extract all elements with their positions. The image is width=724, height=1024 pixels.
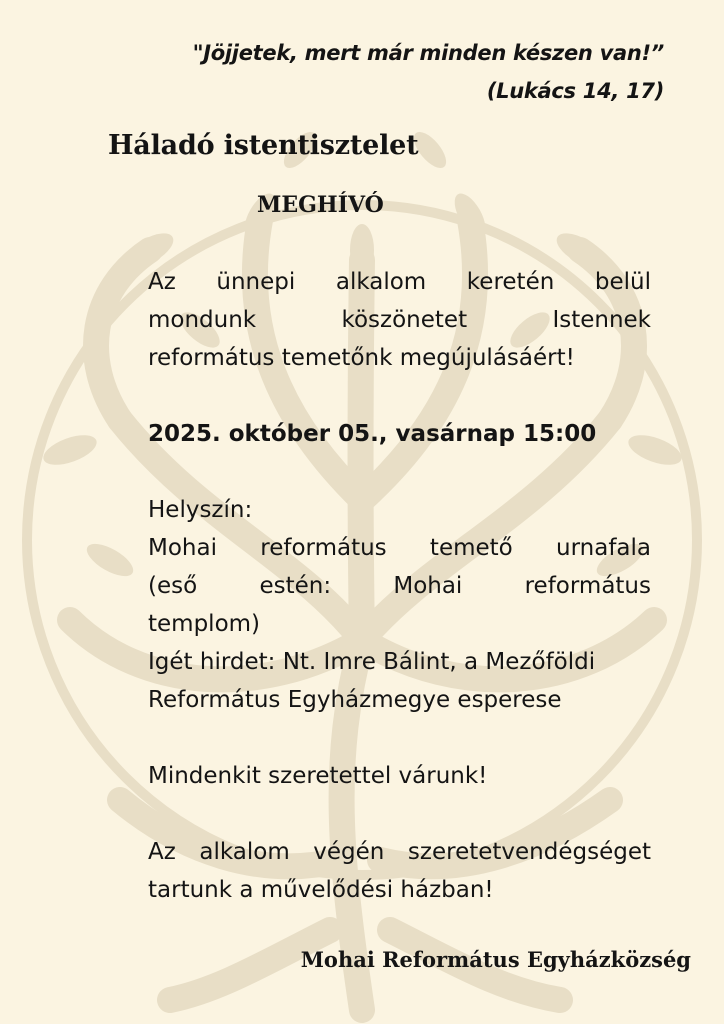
reception-line-1: Az alkalom végén szeretetvendégséget bbox=[148, 839, 651, 865]
location-line-1: Mohai református temető urnafala bbox=[148, 535, 651, 561]
quote-text: "Jöjjetek, mert már minden készen van!” bbox=[192, 41, 664, 65]
welcome-text: Mindenkit szeretettel várunk! bbox=[148, 763, 488, 789]
invitation-body bbox=[148, 263, 651, 909]
signature: Mohai Református Egyházközség bbox=[300, 947, 691, 972]
intro-line-1: Az ünnepi alkalom keretén belül bbox=[148, 269, 651, 295]
invitation-heading: MEGHÍVÓ bbox=[257, 192, 384, 218]
event-datetime: 2025. október 05., vasárnap 15:00 bbox=[148, 421, 597, 447]
bible-quote bbox=[193, 34, 664, 110]
location-paragraph bbox=[148, 491, 651, 719]
location-label: Helyszín: bbox=[148, 497, 253, 523]
preacher-line-1: Igét hirdet: Nt. Imre Bálint, a Mezőföldi bbox=[148, 649, 596, 675]
quote-reference: (Lukács 14, 17) bbox=[486, 79, 664, 103]
reception-paragraph bbox=[148, 833, 651, 909]
preacher-line-2: Református Egyházmegye esperese bbox=[148, 687, 562, 713]
intro-line-3: református temetőnk megújulásáért! bbox=[148, 345, 575, 371]
intro-paragraph bbox=[148, 263, 651, 377]
location-line-2: (eső estén: Mohai református bbox=[148, 573, 651, 599]
location-line-3: templom) bbox=[148, 611, 261, 637]
reception-line-2: tartunk a művelődési házban! bbox=[148, 877, 494, 903]
page-title: Háladó istentisztelet bbox=[108, 130, 419, 161]
intro-line-2: mondunk köszönetet Istennek bbox=[148, 307, 651, 333]
